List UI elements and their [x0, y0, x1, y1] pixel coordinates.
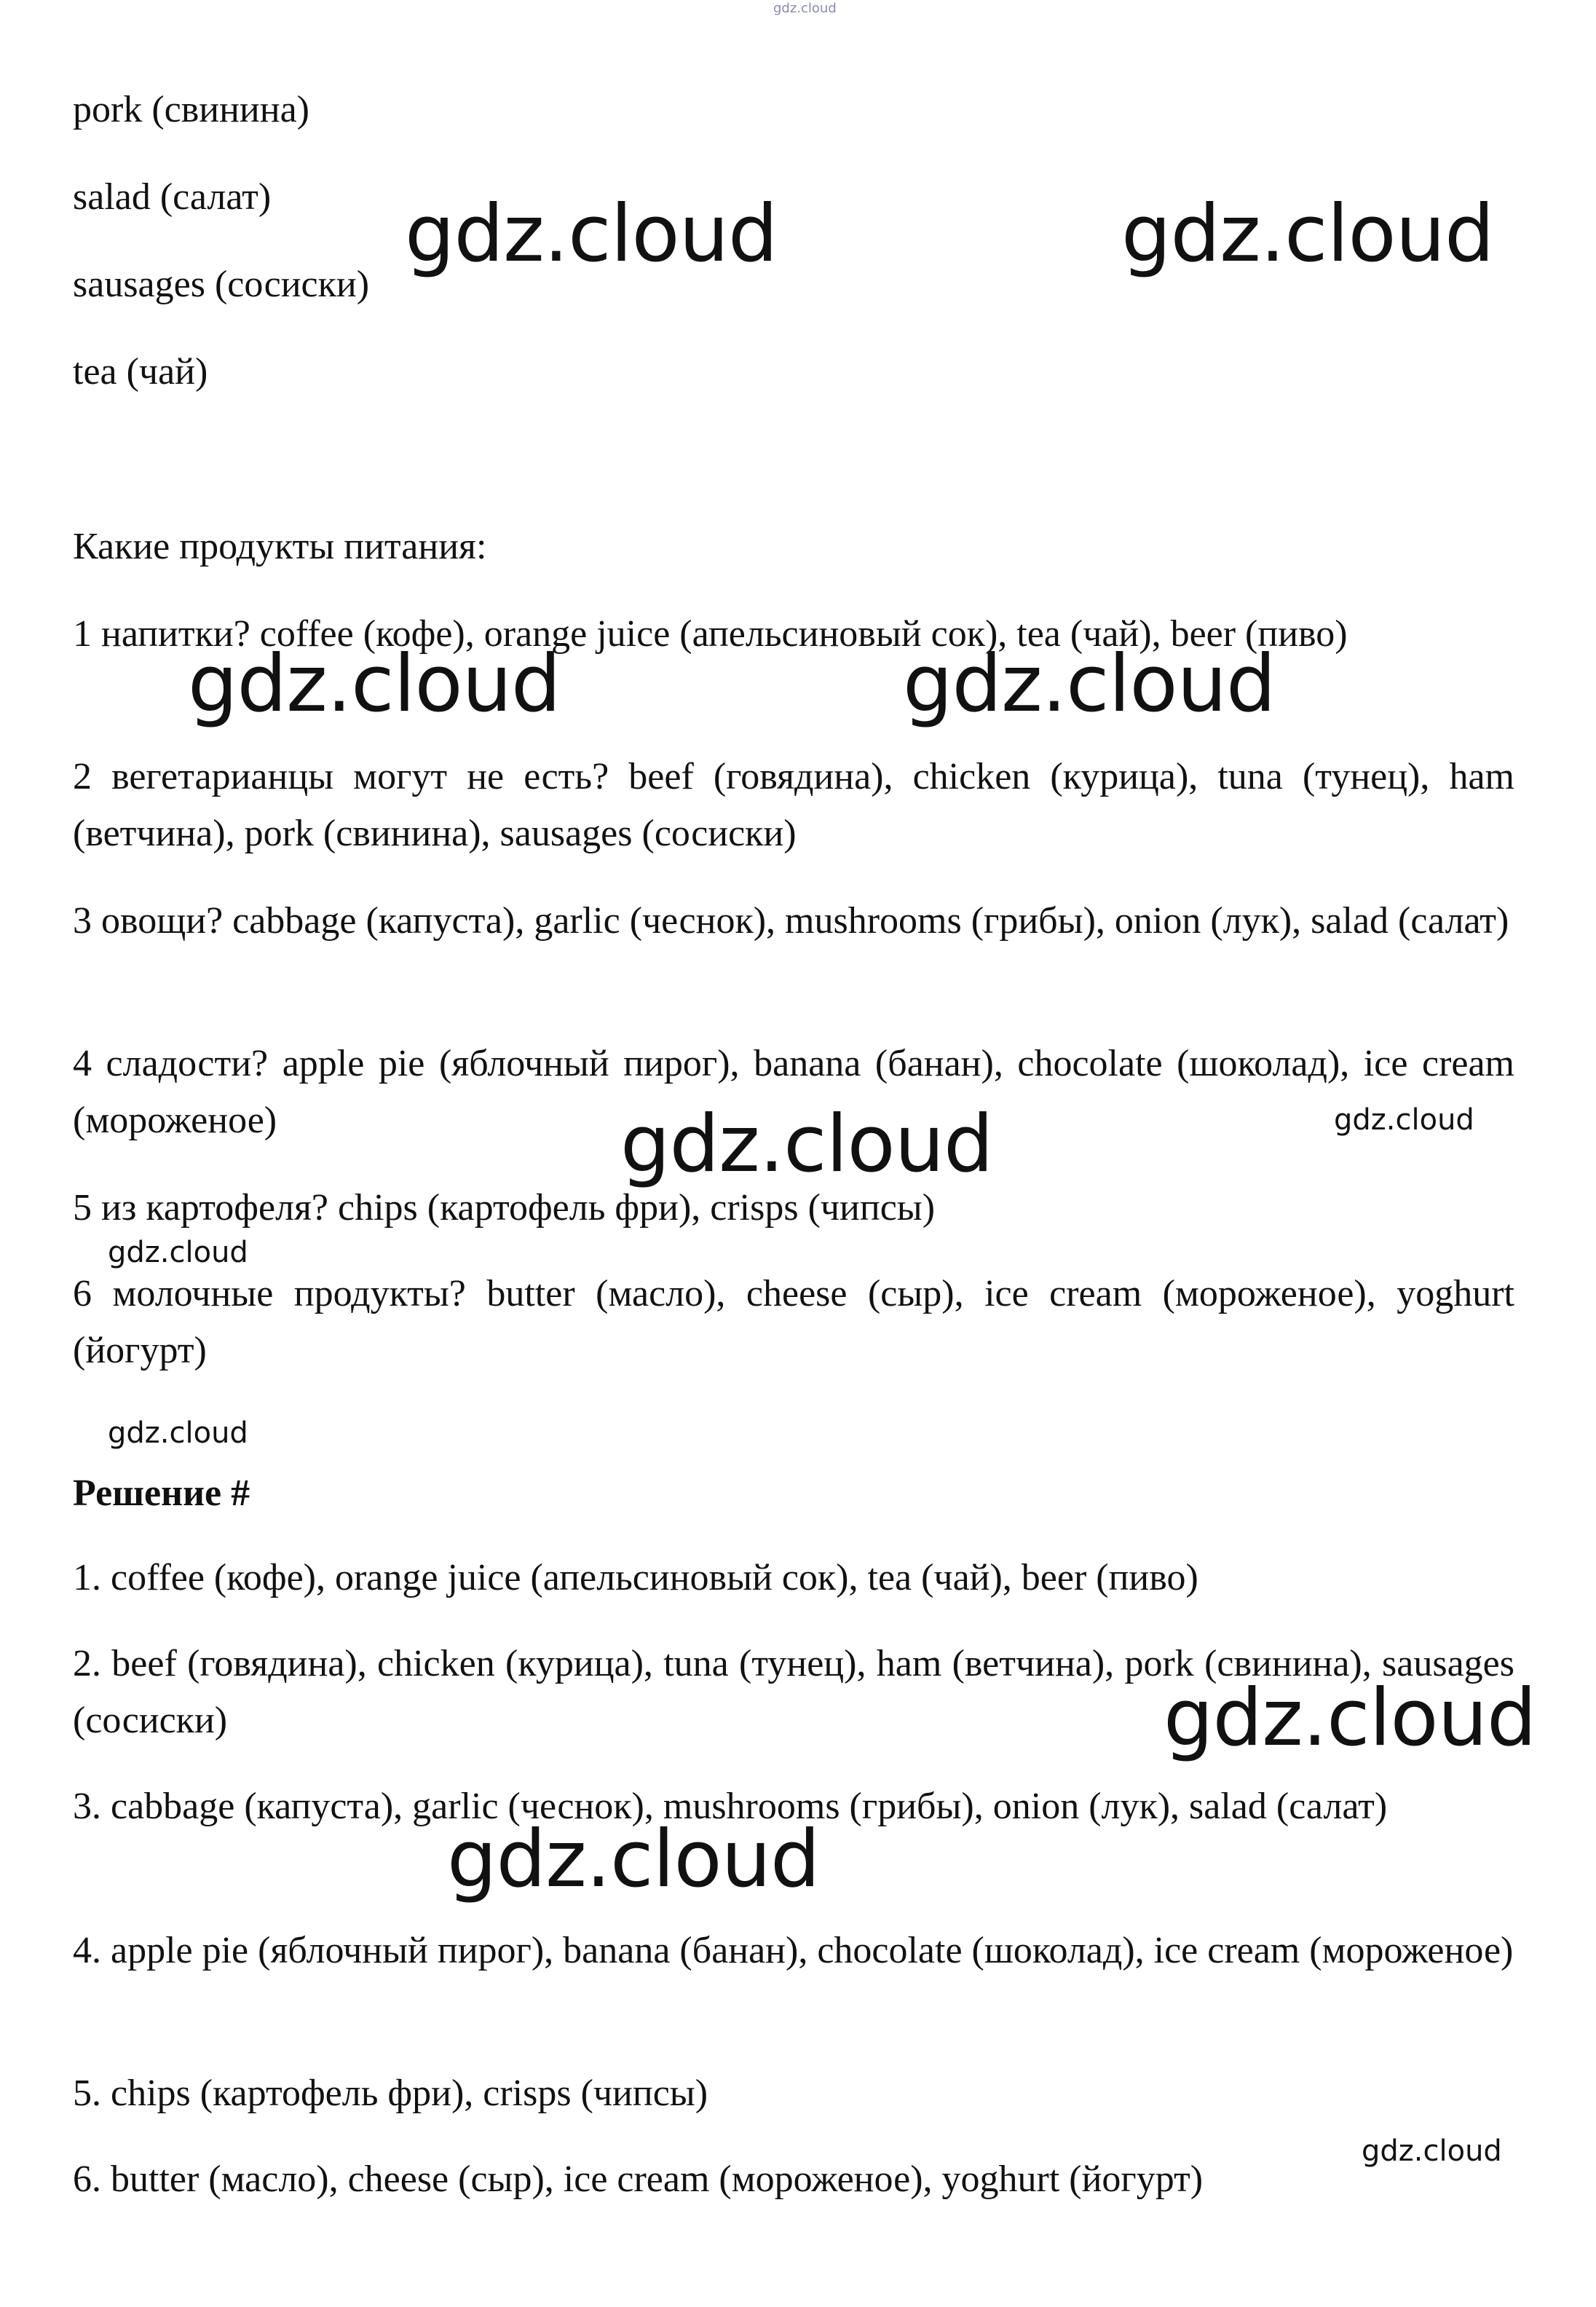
answer-item: 1. coffee (кофе), orange juice (апельсиновый сок), tea (чай), beer (пиво)	[73, 1557, 1198, 1598]
question-item: 6 молочные продукты? butter (масло), cheese (сыр), ice cream (мороженое), yoghurt (йогурт)	[73, 1273, 1514, 1371]
word-list-item: sausages (сосиски)	[73, 264, 370, 305]
watermark: gdz.cloud	[1362, 2134, 1502, 2168]
question-item: 3 овощи? cabbage (капуста), garlic (чеснок), mushrooms (грибы), onion (лук), salad (салат)	[73, 900, 1509, 942]
answer-item: 6. butter (масло), cheese (сыр), ice cream (мороженое), yoghurt (йогурт)	[73, 2158, 1204, 2200]
watermark: gdz.cloud	[1164, 1673, 1536, 1764]
watermark: gdz.cloud	[1334, 1103, 1474, 1137]
question-title: Какие продукты питания:	[73, 526, 487, 567]
answer-item: 2. beef (говядина), chicken (курица), tuna (тунец), ham (ветчина), pork (свинина), sausages (сосиски)	[73, 1643, 1514, 1741]
watermark: gdz.cloud	[620, 1099, 993, 1190]
word-list-item: pork (свинина)	[73, 89, 309, 130]
watermark: gdz.cloud	[447, 1814, 820, 1905]
question-item: 5 из картофеля? chips (картофель фри), crisps (чипсы)	[73, 1187, 936, 1229]
watermark: gdz.cloud	[903, 639, 1276, 730]
watermark: gdz.cloud	[405, 189, 778, 280]
word-list-item: salad (салат)	[73, 176, 272, 218]
question-item: 4 сладости? apple pie (яблочный пирог), banana (банан), chocolate (шоколад), ice cream (мороженое)	[73, 1043, 1514, 1141]
question-item: 1 напитки? coffee (кофе), orange juice (апельсиновый сок), tea (чай), beer (пиво)	[73, 613, 1348, 655]
watermark: gdz.cloud	[188, 639, 561, 730]
question-item: 2 вегетарианцы могут не есть? beef (говядина), chicken (курица), tuna (тунец), ham (ветчина), pork (свинина), sausages (сосиски)	[73, 756, 1514, 854]
word-list-item: tea (чай)	[73, 351, 208, 393]
watermark: gdz.cloud	[108, 1236, 248, 1269]
top-watermark: gdz.cloud	[773, 1, 837, 16]
answer-item: 4. apple pie (яблочный пирог), banana (банан), chocolate (шоколад), ice cream (мороженое)	[73, 1930, 1514, 1971]
watermark: gdz.cloud	[108, 1416, 248, 1450]
answer-item: 5. chips (картофель фри), crisps (чипсы)	[73, 2073, 708, 2114]
answer-item: 3. cabbage (капуста), garlic (чеснок), mushrooms (грибы), onion (лук), salad (салат)	[73, 1786, 1388, 1827]
watermark: gdz.cloud	[1121, 189, 1494, 280]
solution-heading: Решение #	[73, 1472, 250, 1514]
